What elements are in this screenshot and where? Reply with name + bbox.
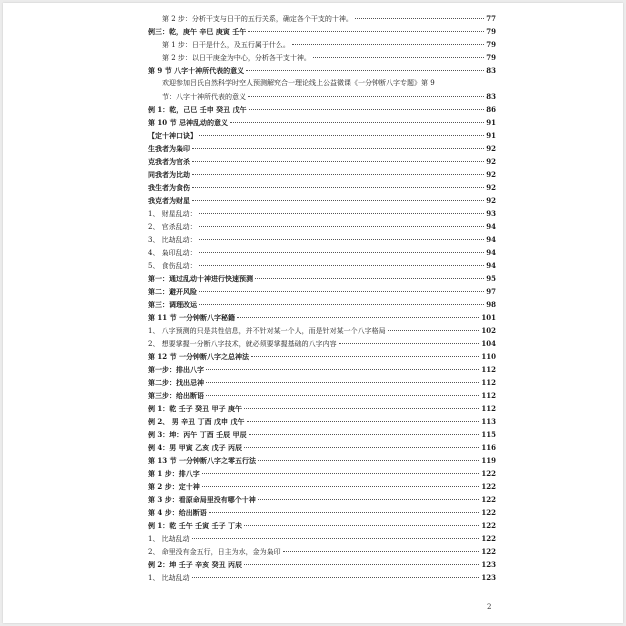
toc-entry-page: 94	[486, 261, 496, 270]
toc-entry-title: 例 1：乾 壬午 壬寅 壬子 丁未	[148, 521, 243, 530]
dot-leader	[244, 447, 479, 448]
toc-entry-page: 97	[486, 287, 496, 296]
toc-entry-page: 86	[486, 105, 496, 114]
toc-entry-title: 第 13 节 一分钟断八字之零五行法	[148, 456, 257, 465]
toc-entry-title: 第 12 节 一分钟断八字之总神法	[148, 352, 250, 361]
toc-entry-title: 1、 八字预测的只是共性信息，并不针对某一个人，而是针对某一个八字格局	[148, 327, 386, 335]
toc-entry[interactable]	[148, 259, 496, 272]
toc-entry-title: 例 4：男 甲寅 乙亥 戊子 丙辰	[148, 443, 243, 452]
toc-entry-title: 第三：调理改运	[148, 300, 197, 309]
toc-entry-title: 节：八字十神所代表的意义	[162, 93, 246, 101]
toc-entry-title: 同我者为比劫	[148, 170, 190, 179]
toc-entry-page: 122	[481, 469, 496, 478]
toc-entry[interactable]	[148, 441, 496, 454]
toc-entry[interactable]	[148, 532, 496, 545]
toc-entry[interactable]	[148, 155, 496, 168]
toc-entry-page: 79	[486, 27, 496, 36]
toc-entry-title: 例 1：乾，己巳 壬申 癸丑 戊午	[148, 105, 247, 114]
toc-entry[interactable]	[148, 480, 496, 493]
toc-entry[interactable]	[148, 415, 496, 428]
toc-entry-page: 116	[481, 443, 496, 452]
toc-entry-page: 94	[486, 248, 496, 257]
toc-entry[interactable]	[148, 51, 496, 64]
toc-entry[interactable]	[148, 233, 496, 246]
dot-leader	[244, 525, 479, 526]
toc-entry-title: 第三步：给出断语	[148, 391, 204, 400]
toc-entry-title: 例 2、 男 辛丑 丁酉 戊申 戊午	[148, 417, 245, 426]
toc-entry-page: 91	[486, 131, 496, 140]
dot-leader	[199, 252, 485, 253]
dot-leader	[355, 18, 484, 19]
toc-entry[interactable]	[148, 298, 496, 311]
toc-entry[interactable]	[148, 142, 496, 155]
toc-entry[interactable]	[148, 571, 496, 584]
dot-leader	[248, 96, 484, 97]
dot-leader	[199, 239, 485, 240]
toc-entry-title: 1、 比劫乱动	[148, 535, 190, 543]
dot-leader	[199, 213, 485, 214]
toc-entry[interactable]	[148, 402, 496, 415]
toc-entry-page: 92	[486, 196, 496, 205]
toc-entry-title: 第二：避开风险	[148, 287, 197, 296]
dot-leader	[199, 304, 484, 305]
dot-leader	[255, 278, 484, 279]
toc-entry[interactable]	[148, 493, 496, 506]
toc-entry-title: 第 11 节 一分钟断八字秘籍	[148, 313, 236, 322]
toc-entry-title: 第 1 步：日干是什么，及五行属于什么。	[162, 41, 290, 49]
toc-entry-title: 例 3：坤：丙午 丁酉 壬辰 甲辰	[148, 430, 247, 439]
toc-entry-page: 83	[486, 92, 496, 101]
toc-entry-title: 2、 命里没有金五行，日主为水，金为枭印	[148, 548, 281, 556]
toc-entry[interactable]	[148, 350, 496, 363]
toc-entry[interactable]	[148, 116, 496, 129]
dot-leader	[230, 122, 484, 123]
toc-entry-page: 83	[486, 66, 496, 75]
dot-leader	[192, 174, 484, 175]
toc-entry[interactable]	[148, 311, 496, 324]
page-number: 2	[487, 603, 492, 611]
toc-entry-page: 122	[481, 495, 496, 504]
dot-leader	[206, 382, 479, 383]
toc-entry-page: 122	[481, 482, 496, 491]
toc-entry[interactable]	[148, 64, 496, 77]
dot-leader	[244, 564, 479, 565]
toc-entry-title: 第 3 步：看原命局里没有哪个十神	[148, 495, 256, 504]
dot-leader	[313, 57, 484, 58]
toc-entry-title: 第 4 步：给出断语	[148, 508, 207, 517]
dot-leader	[247, 421, 480, 422]
dot-leader	[388, 330, 480, 331]
toc-entry[interactable]	[148, 246, 496, 259]
dot-leader	[248, 31, 484, 32]
toc-entry[interactable]	[148, 428, 496, 441]
toc-entry-title: 第 1 步：排八字	[148, 469, 200, 478]
dot-leader	[199, 226, 485, 227]
toc-entry-title: 欢迎参加吕氏自然科学时空人预测解究合一理论线上公益微课《一分钟断八字专题》第 9	[162, 79, 435, 87]
toc-entry-title: 1、 比劫乱动	[148, 574, 190, 582]
toc-entry[interactable]	[148, 12, 496, 25]
dot-leader	[209, 512, 480, 513]
toc-entry-title: 【定十神口诀】	[148, 131, 197, 140]
toc-entry[interactable]	[148, 181, 496, 194]
dot-leader	[237, 317, 479, 318]
toc-entry-page: 92	[486, 183, 496, 192]
dot-leader	[339, 343, 480, 344]
dot-leader	[202, 473, 480, 474]
toc-entry-page: 79	[486, 53, 496, 62]
toc-entry-title: 2、 想要掌握一分断八字技术，就必须要掌握基础的八字内容	[148, 340, 337, 348]
toc-entry-title: 第一步：排出八字	[148, 365, 204, 374]
toc-entry[interactable]	[148, 324, 496, 337]
toc-entry[interactable]	[148, 38, 496, 51]
toc-entry-page: 92	[486, 170, 496, 179]
toc-entry-page: 91	[486, 118, 496, 127]
dot-leader	[258, 460, 479, 461]
toc-entry-page: 93	[486, 209, 496, 218]
dot-leader	[192, 200, 484, 201]
toc-entry-title: 例三：乾，庚午 辛巳 庚寅 壬午	[148, 27, 247, 36]
toc-entry-title: 2、 官杀乱动：	[148, 223, 197, 231]
toc-entry-title: 第 2 步：以日干庚金为中心，分析各干支十神。	[162, 54, 311, 62]
dot-leader	[192, 538, 480, 539]
toc-entry-page: 122	[481, 508, 496, 517]
toc-entry[interactable]	[148, 272, 496, 285]
toc-entry[interactable]	[148, 389, 496, 402]
toc-entry-page: 122	[481, 521, 496, 530]
toc-entry-page: 92	[486, 144, 496, 153]
toc-entry[interactable]	[148, 168, 496, 181]
toc-entry[interactable]	[148, 207, 496, 220]
dot-leader	[202, 486, 480, 487]
toc-entry-page: 104	[481, 339, 496, 348]
toc-entry-page: 95	[486, 274, 496, 283]
toc-entry[interactable]	[148, 77, 496, 90]
toc-entry[interactable]	[148, 285, 496, 298]
toc-entry[interactable]	[148, 103, 496, 116]
toc-entry[interactable]	[148, 506, 496, 519]
toc-entry-title: 例 2：坤 壬子 辛亥 癸丑 丙辰	[148, 560, 243, 569]
toc-entry-page: 110	[481, 352, 496, 361]
toc-entry-title: 克我者为官杀	[148, 157, 190, 166]
toc-entry-title: 例 1：乾 壬子 癸丑 甲子 庚午	[148, 404, 243, 413]
dot-leader	[258, 499, 480, 500]
toc-entry-page: 115	[481, 430, 496, 439]
toc-entry-page: 94	[486, 235, 496, 244]
toc-entry-title: 生我者为枭印	[148, 144, 190, 153]
toc-entry-page: 94	[486, 222, 496, 231]
dot-leader	[251, 356, 479, 357]
document-page	[3, 3, 623, 623]
toc-entry-page: 123	[481, 560, 496, 569]
toc-entry-title: 第 10 节 忌神乱动的意义	[148, 118, 229, 127]
toc-entry[interactable]	[148, 454, 496, 467]
dot-leader	[199, 265, 485, 266]
toc-entry-page: 112	[481, 404, 496, 413]
dot-leader	[246, 70, 484, 71]
dot-leader	[283, 551, 480, 552]
toc-entry-page: 102	[481, 326, 496, 335]
toc-entry-page: 79	[486, 40, 496, 49]
toc-entry-page: 122	[481, 547, 496, 556]
toc-entry-title: 1、 财星乱动：	[148, 210, 197, 218]
toc-entry-page: 101	[481, 313, 496, 322]
toc-entry-title: 第 9 节 八字十神所代表的意义	[148, 66, 245, 75]
toc-entry[interactable]	[148, 25, 496, 38]
dot-leader	[199, 135, 484, 136]
toc-entry-page: 112	[481, 391, 496, 400]
table-of-contents	[148, 12, 496, 584]
toc-entry[interactable]	[148, 337, 496, 350]
toc-entry[interactable]	[148, 194, 496, 207]
toc-entry[interactable]	[148, 558, 496, 571]
dot-leader	[206, 395, 479, 396]
toc-entry[interactable]	[148, 90, 496, 103]
toc-entry[interactable]	[148, 220, 496, 233]
dot-leader	[192, 161, 484, 162]
toc-entry-title: 4、 枭印乱动：	[148, 249, 197, 257]
toc-entry-page: 112	[481, 365, 496, 374]
toc-entry-page: 123	[481, 573, 496, 582]
dot-leader	[192, 187, 484, 188]
toc-entry-title: 第一：通过乱动十神进行快速预测	[148, 274, 253, 283]
toc-entry-title: 我克者为财星	[148, 196, 190, 205]
dot-leader	[192, 577, 480, 578]
toc-entry[interactable]	[148, 129, 496, 142]
toc-entry[interactable]	[148, 376, 496, 389]
toc-entry-title: 第 2 步：分析干支与日干的五行关系，确定各个干支的十神。	[162, 15, 353, 23]
toc-entry-title: 第二步：找出忌神	[148, 378, 204, 387]
toc-entry-page: 119	[481, 456, 496, 465]
toc-entry-page: 112	[481, 378, 496, 387]
toc-entry[interactable]	[148, 519, 496, 532]
toc-entry[interactable]	[148, 363, 496, 376]
dot-leader	[249, 109, 485, 110]
dot-leader	[292, 44, 484, 45]
dot-leader	[244, 408, 479, 409]
toc-entry-page: 77	[486, 14, 496, 23]
toc-entry[interactable]	[148, 545, 496, 558]
toc-entry-page: 113	[481, 417, 496, 426]
dot-leader	[206, 369, 479, 370]
toc-entry-page: 98	[486, 300, 496, 309]
toc-entry-title: 5、 食伤乱动：	[148, 262, 197, 270]
toc-entry-page: 122	[481, 534, 496, 543]
toc-entry-title: 我生者为食伤	[148, 183, 190, 192]
dot-leader	[249, 434, 480, 435]
toc-entry-page: 92	[486, 157, 496, 166]
dot-leader	[192, 148, 484, 149]
toc-entry-title: 3、 比劫乱动：	[148, 236, 197, 244]
toc-entry[interactable]	[148, 467, 496, 480]
dot-leader	[199, 291, 484, 292]
toc-entry-title: 第 2 步：定十神	[148, 482, 200, 491]
